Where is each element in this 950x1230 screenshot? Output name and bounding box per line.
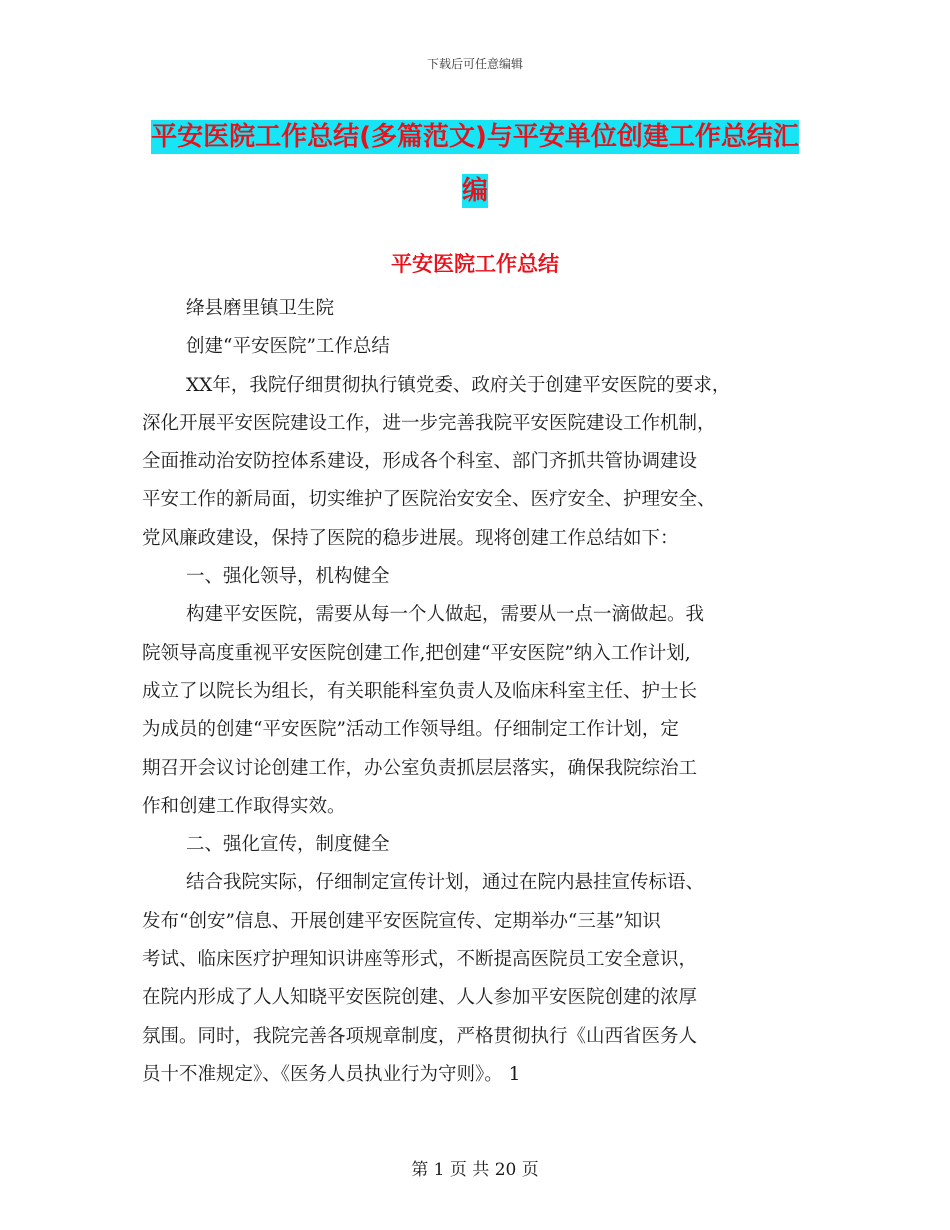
page-footer: 第 1 页 共 20 页 (411, 1160, 539, 1180)
body-line: 一、强化领导，机构健全 (186, 566, 390, 588)
body-line: 为成员的创建“平安医院”活动工作领导组。仔细制定工作计划，定 (142, 719, 679, 741)
section-title: 平安医院工作总结 (391, 252, 559, 276)
body-line: 全面推动治安防控体系建设，形成各个科室、部门齐抓共管协调建设 (142, 451, 698, 473)
body-line: 成立了以院长为组长，有关职能科室负责人及临床科室主任、护士长 (142, 680, 698, 702)
body-line: 作和创建工作取得实效。 (142, 795, 346, 817)
body-line: 构建平安医院，需要从每一个人做起，需要从一点一滴做起。我 (186, 604, 705, 626)
body-line: 创建“平安医院”工作总结 (186, 336, 390, 358)
body-line: 期召开会议讨论创建工作，办公室负责抓层层落实，确保我院综治工 (142, 757, 698, 779)
body-line: 绛县磨里镇卫生院 (186, 298, 335, 319)
document-title-block (150, 110, 800, 218)
body-line: XX年，我院仔细贯彻执行镇党委、政府关于创建平安医院的要求， (186, 374, 731, 396)
body-line: 二、强化宣传，制度健全 (186, 834, 390, 856)
body-line: 平安工作的新局面，切实维护了医院治安安全、医疗安全、护理安全、 (142, 489, 716, 511)
header-note: 下载后可任意编辑 (426, 57, 523, 71)
body-line: 结合我院实际，仔细制定宣传计划，通过在院内悬挂宣传标语、 (186, 872, 705, 894)
body-line: 发布“创安”信息、开展创建平安医院宣传、定期举办“三基”知识 (142, 910, 661, 932)
body-line: 党风廉政建设，保持了医院的稳步进展。现将创建工作总结如下： (142, 527, 679, 549)
body-line: 考试、临床医疗护理知识讲座等形式，不断提高医院员工安全意识， (142, 949, 698, 971)
body-line: 院领导高度重视平安医院创建工作,把创建“平安医院”纳入工作计划, (142, 642, 691, 664)
document-body (142, 290, 822, 1094)
body-line: 氛围。同时，我院完善各项规章制度，严格贯彻执行《山西省医务人 (142, 1025, 698, 1047)
body-line: 在院内形成了人人知晓平安医院创建、人人参加平安医院创建的浓厚 (142, 987, 698, 1009)
document-title: 平安医院工作总结(多篇范文)与平安单位创建工作总结汇编 (151, 122, 799, 206)
body-line: 深化开展平安医院建设工作，进一步完善我院平安医院建设工作机制， (142, 412, 716, 434)
body-line: 员十不准规定》、《医务人员执业行为守则》。 1 (142, 1063, 521, 1085)
